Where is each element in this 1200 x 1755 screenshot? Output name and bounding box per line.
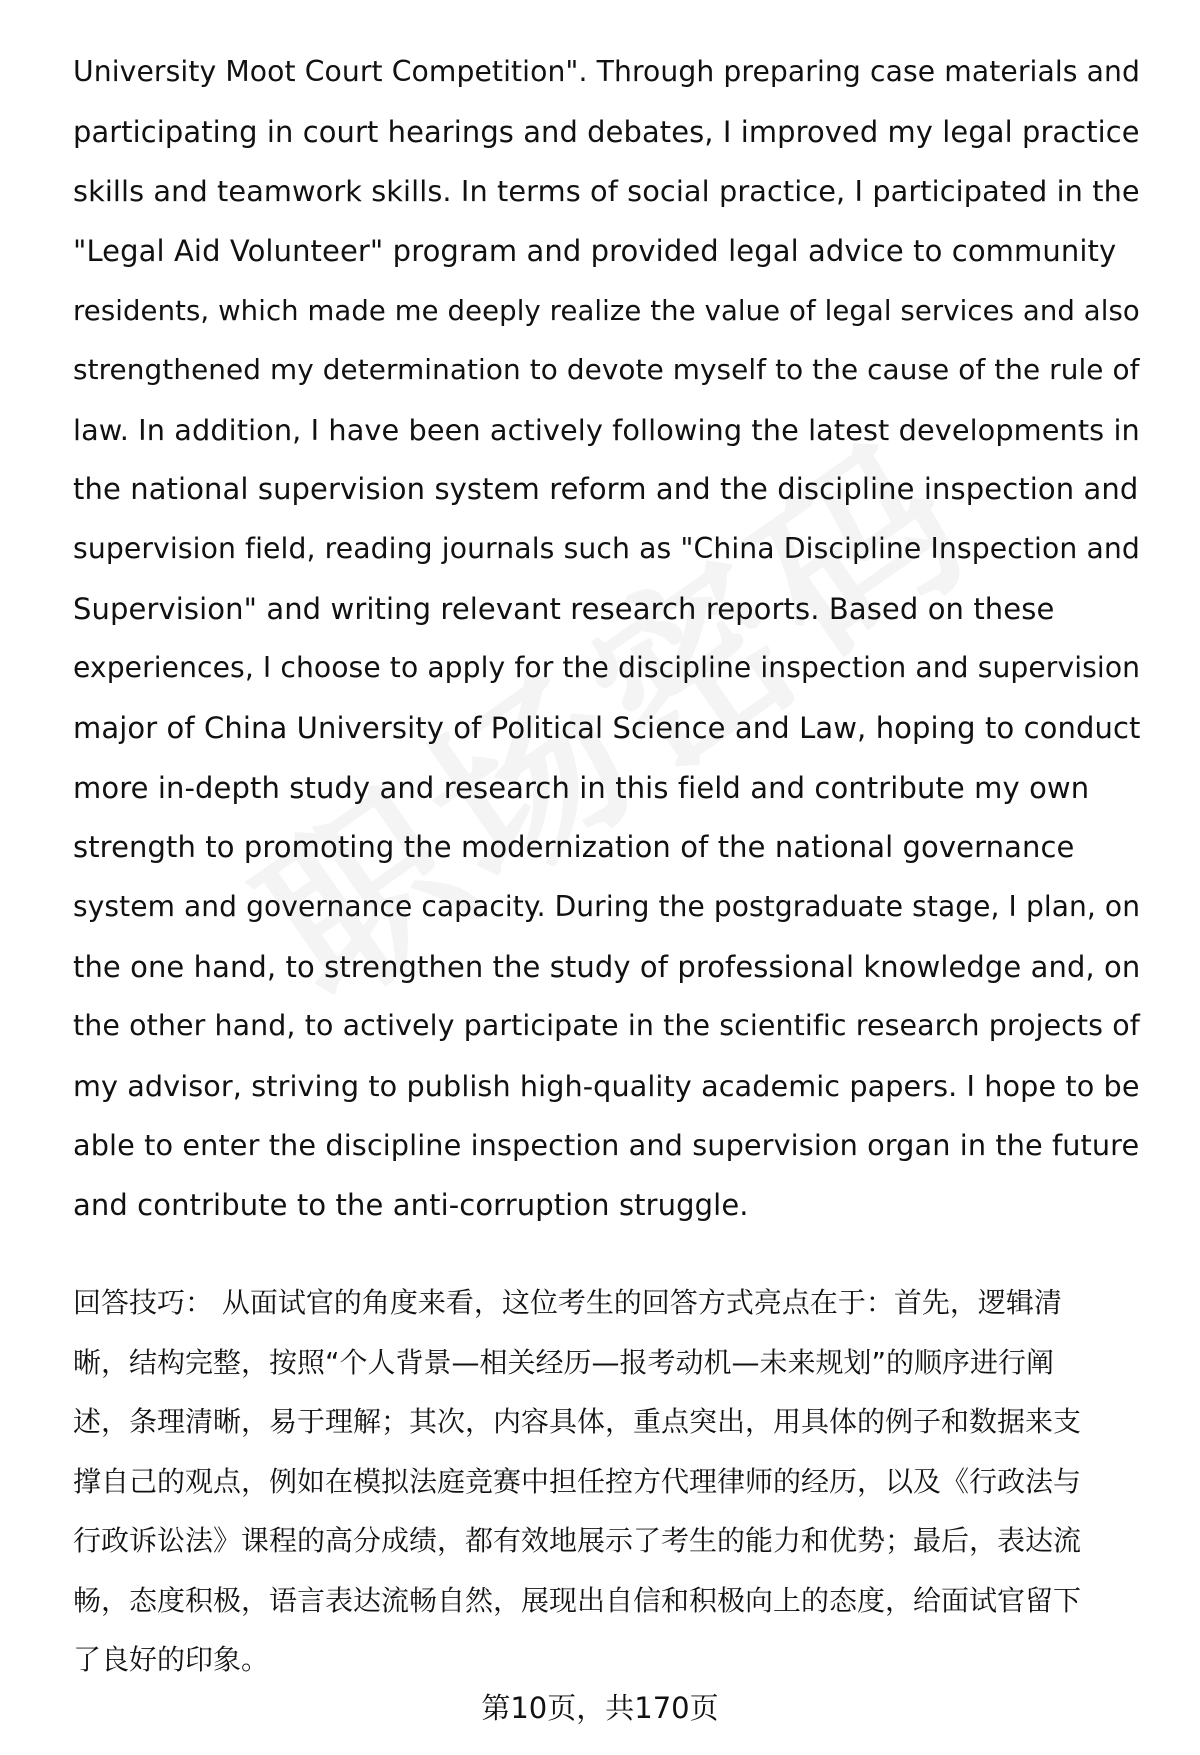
paragraph-line: able to enter the discipline inspection and supervision organ in the future: [73, 1128, 1140, 1162]
paragraph-line: system and governance capacity. During the postgraduate stage, I plan, on: [73, 890, 1141, 923]
tips-line: 回答技巧： 从面试官的角度来看，这位考生的回答方式亮点在于：首先，逻辑清: [73, 1286, 1062, 1319]
paragraph-line: residents, which made me deeply realize the value of legal services and also: [73, 295, 1140, 327]
tips-line: 行政诉讼法》课程的高分成绩，都有效地展示了考生的能力和优势；最后，表达流: [73, 1524, 1082, 1557]
paragraph-line: supervision field, reading journals such as "China Discipline Inspection and: [73, 532, 1140, 565]
paragraph-line: and contribute to the anti-corruption struggle.: [73, 1188, 749, 1222]
paragraph-line: University Moot Court Competition". Through preparing case materials and: [73, 55, 1141, 88]
paragraph-line: participating in court hearings and debates, I improved my legal practice: [73, 115, 1140, 149]
paragraph-line: more in-depth study and research in this field and contribute my own: [73, 771, 1090, 805]
tips-line: 述，条理清晰，易于理解；其次，内容具体，重点突出，用具体的例子和数据来支: [73, 1405, 1082, 1438]
page-number: 第10页，共170页: [481, 1691, 719, 1725]
paragraph-line: the one hand, to strengthen the study of professional knowledge and, on: [73, 950, 1141, 984]
paragraph-line: Supervision" and writing relevant research reports. Based on these: [73, 592, 1055, 626]
paragraph-line: my advisor, striving to publish high-quality academic papers. I hope to be: [73, 1069, 1140, 1103]
paragraph-line: the national supervision system reform and the discipline inspection and: [73, 472, 1139, 506]
paragraph-line: law. In addition, I have been actively following the latest developments in: [73, 413, 1140, 447]
tips-line: 了良好的印象。: [73, 1643, 270, 1676]
paragraph-line: major of China University of Political Science and Law, hoping to conduct: [73, 711, 1141, 745]
paragraph-line: strength to promoting the modernization of the national governance: [73, 830, 1075, 864]
tips-line: 晰，结构完整，按照“个人背景—相关经历—报考动机—未来规划”的顺序进行阐: [73, 1346, 1055, 1379]
paragraph-line: strengthened my determination to devote myself to the cause of the rule of: [73, 353, 1140, 386]
paragraph-line: skills and teamwork skills. In terms of social practice, I participated in the: [73, 174, 1140, 208]
paragraph-line: the other hand, to actively participate in the scientific research projects of: [73, 1009, 1140, 1042]
paragraph-line: "Legal Aid Volunteer" program and provided legal advice to community: [73, 234, 1117, 268]
tips-line: 畅，态度积极，语言表达流畅自然，展现出自信和积极向上的态度，给面试官留下: [73, 1584, 1082, 1617]
tips-line: 撑自己的观点，例如在模拟法庭竞赛中担任控方代理律师的经历，以及《行政法与: [73, 1465, 1082, 1498]
paragraph-line: experiences, I choose to apply for the discipline inspection and supervision: [73, 651, 1141, 684]
